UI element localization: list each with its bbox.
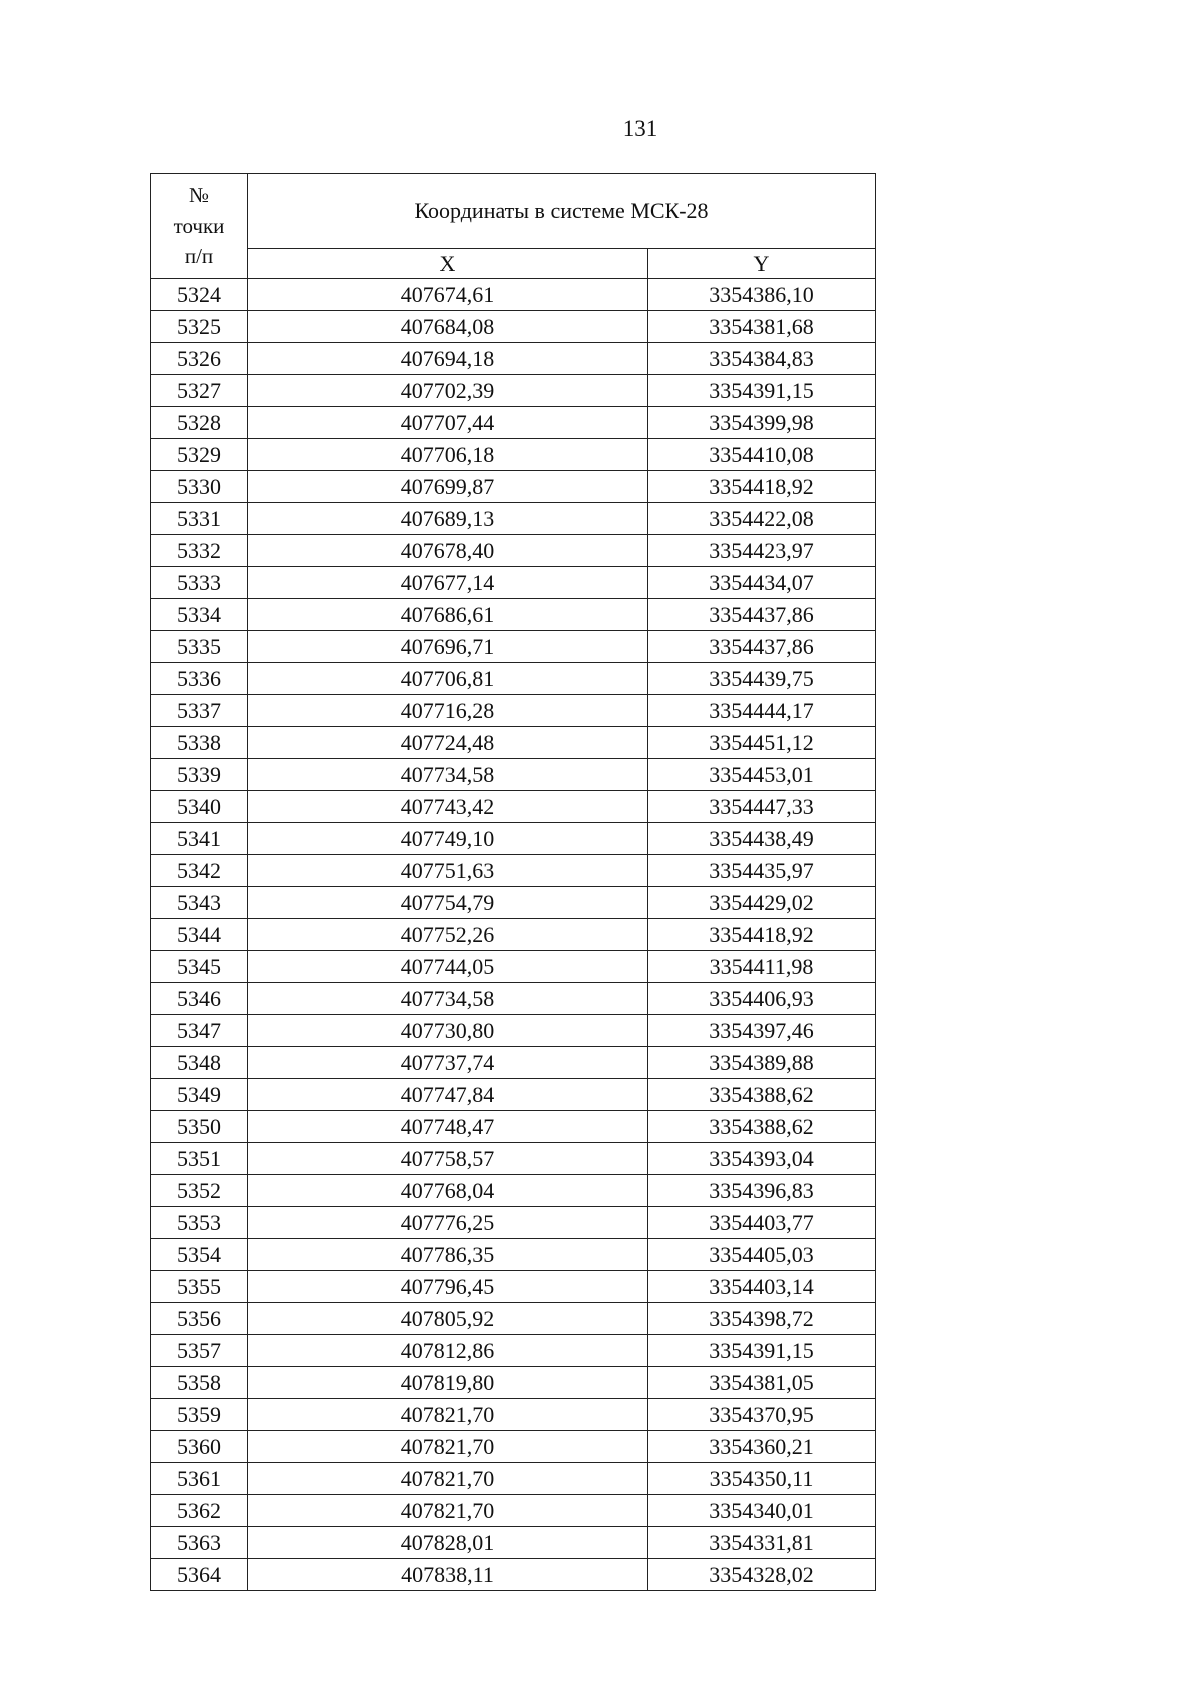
table-row — [151, 1207, 876, 1239]
x-coordinate-cell: 407737,74 — [248, 1047, 648, 1079]
table-row — [151, 1079, 876, 1111]
x-coordinate-cell: 407747,84 — [248, 1079, 648, 1111]
y-coordinate-cell: 3354439,75 — [648, 663, 876, 695]
point-number-cell: 5338 — [151, 727, 248, 759]
table-row — [151, 919, 876, 951]
point-number-cell: 5324 — [151, 279, 248, 311]
y-coordinate-cell: 3354384,83 — [648, 343, 876, 375]
y-coordinate-cell: 3354388,62 — [648, 1111, 876, 1143]
y-coordinate-cell: 3354391,15 — [648, 1335, 876, 1367]
y-coordinate-cell: 3354396,83 — [648, 1175, 876, 1207]
x-coordinate-cell: 407821,70 — [248, 1399, 648, 1431]
y-coordinate-cell: 3354437,86 — [648, 599, 876, 631]
y-coordinate-cell: 3354328,02 — [648, 1559, 876, 1591]
table-row — [151, 663, 876, 695]
table-row — [151, 1463, 876, 1495]
point-number-cell: 5346 — [151, 983, 248, 1015]
y-coordinate-cell: 3354406,93 — [648, 983, 876, 1015]
x-coordinate-cell: 407744,05 — [248, 951, 648, 983]
y-coordinate-cell: 3354418,92 — [648, 471, 876, 503]
point-number-cell: 5364 — [151, 1559, 248, 1591]
x-coordinate-cell: 407776,25 — [248, 1207, 648, 1239]
x-coordinate-cell: 407749,10 — [248, 823, 648, 855]
x-column-header: X — [248, 249, 648, 279]
table-row — [151, 1367, 876, 1399]
table-row — [151, 503, 876, 535]
x-coordinate-cell: 407805,92 — [248, 1303, 648, 1335]
x-coordinate-cell: 407684,08 — [248, 311, 648, 343]
y-coordinate-cell: 3354423,97 — [648, 535, 876, 567]
point-number-cell: 5352 — [151, 1175, 248, 1207]
point-number-cell: 5344 — [151, 919, 248, 951]
point-number-cell: 5341 — [151, 823, 248, 855]
x-coordinate-cell: 407838,11 — [248, 1559, 648, 1591]
table-row — [151, 471, 876, 503]
x-coordinate-cell: 407821,70 — [248, 1495, 648, 1527]
point-number-cell: 5353 — [151, 1207, 248, 1239]
point-number-cell: 5328 — [151, 407, 248, 439]
y-coordinate-cell: 3354393,04 — [648, 1143, 876, 1175]
point-number-cell: 5357 — [151, 1335, 248, 1367]
y-coordinate-cell: 3354398,72 — [648, 1303, 876, 1335]
table-row — [151, 1271, 876, 1303]
table-row — [151, 567, 876, 599]
point-number-cell: 5340 — [151, 791, 248, 823]
x-coordinate-cell: 407702,39 — [248, 375, 648, 407]
x-coordinate-cell: 407748,47 — [248, 1111, 648, 1143]
x-coordinate-cell: 407754,79 — [248, 887, 648, 919]
table-row — [151, 1047, 876, 1079]
x-coordinate-cell: 407821,70 — [248, 1431, 648, 1463]
point-number-cell: 5327 — [151, 375, 248, 407]
table-row — [151, 1399, 876, 1431]
point-number-cell: 5361 — [151, 1463, 248, 1495]
table-body — [151, 279, 876, 1591]
x-coordinate-cell: 407699,87 — [248, 471, 648, 503]
point-number-header-line2: точки — [173, 213, 225, 238]
table-row — [151, 631, 876, 663]
table-row — [151, 1335, 876, 1367]
point-number-cell: 5325 — [151, 311, 248, 343]
table-row — [151, 695, 876, 727]
y-coordinate-cell: 3354434,07 — [648, 567, 876, 599]
table-row — [151, 1111, 876, 1143]
x-coordinate-cell: 407758,57 — [248, 1143, 648, 1175]
point-number-cell: 5356 — [151, 1303, 248, 1335]
x-coordinate-cell: 407828,01 — [248, 1527, 648, 1559]
x-coordinate-cell: 407706,81 — [248, 663, 648, 695]
x-coordinate-cell: 407734,58 — [248, 759, 648, 791]
y-coordinate-cell: 3354422,08 — [648, 503, 876, 535]
x-coordinate-cell: 407694,18 — [248, 343, 648, 375]
x-coordinate-cell: 407678,40 — [248, 535, 648, 567]
coordinates-header: Координаты в системе МСК-28 — [248, 174, 876, 249]
y-coordinate-cell: 3354399,98 — [648, 407, 876, 439]
y-coordinate-cell: 3354429,02 — [648, 887, 876, 919]
table-row — [151, 791, 876, 823]
y-coordinate-cell: 3354391,15 — [648, 375, 876, 407]
point-number-cell: 5337 — [151, 695, 248, 727]
table-row — [151, 1015, 876, 1047]
y-coordinate-cell: 3354381,05 — [648, 1367, 876, 1399]
point-number-cell: 5342 — [151, 855, 248, 887]
y-coordinate-cell: 3354403,14 — [648, 1271, 876, 1303]
x-coordinate-cell: 407696,71 — [248, 631, 648, 663]
table-row — [151, 1527, 876, 1559]
point-number-cell: 5326 — [151, 343, 248, 375]
page-number: 131 — [622, 116, 658, 141]
point-number-cell: 5343 — [151, 887, 248, 919]
y-coordinate-cell: 3354451,12 — [648, 727, 876, 759]
y-coordinate-cell: 3354405,03 — [648, 1239, 876, 1271]
x-coordinate-cell: 407819,80 — [248, 1367, 648, 1399]
table-row — [151, 727, 876, 759]
coordinates-table — [150, 173, 876, 1591]
x-coordinate-cell: 407752,26 — [248, 919, 648, 951]
y-coordinate-cell: 3354444,17 — [648, 695, 876, 727]
table-row — [151, 375, 876, 407]
table-row — [151, 1303, 876, 1335]
y-coordinate-cell: 3354438,49 — [648, 823, 876, 855]
x-coordinate-cell: 407768,04 — [248, 1175, 648, 1207]
point-number-cell: 5345 — [151, 951, 248, 983]
table-row — [151, 279, 876, 311]
table-row — [151, 1431, 876, 1463]
table-row — [151, 311, 876, 343]
table-row — [151, 1495, 876, 1527]
table-row — [151, 535, 876, 567]
x-coordinate-cell: 407751,63 — [248, 855, 648, 887]
point-number-cell: 5336 — [151, 663, 248, 695]
table-row — [151, 439, 876, 471]
y-coordinate-cell: 3354403,77 — [648, 1207, 876, 1239]
x-coordinate-cell: 407689,13 — [248, 503, 648, 535]
y-coordinate-cell: 3354437,86 — [648, 631, 876, 663]
point-number-cell: 5331 — [151, 503, 248, 535]
y-coordinate-cell: 3354397,46 — [648, 1015, 876, 1047]
point-number-cell: 5358 — [151, 1367, 248, 1399]
x-coordinate-cell: 407724,48 — [248, 727, 648, 759]
y-coordinate-cell: 3354418,92 — [648, 919, 876, 951]
table-row — [151, 1559, 876, 1591]
table-row — [151, 407, 876, 439]
table-row — [151, 855, 876, 887]
table-row — [151, 823, 876, 855]
point-number-cell: 5335 — [151, 631, 248, 663]
point-number-cell: 5360 — [151, 1431, 248, 1463]
x-coordinate-cell: 407734,58 — [248, 983, 648, 1015]
y-coordinate-cell: 3354411,98 — [648, 951, 876, 983]
point-number-header — [151, 174, 248, 279]
x-coordinate-cell: 407786,35 — [248, 1239, 648, 1271]
point-number-cell: 5351 — [151, 1143, 248, 1175]
y-coordinate-cell: 3354331,81 — [648, 1527, 876, 1559]
point-number-cell: 5348 — [151, 1047, 248, 1079]
y-coordinate-cell: 3354370,95 — [648, 1399, 876, 1431]
y-coordinate-cell: 3354350,11 — [648, 1463, 876, 1495]
point-number-cell: 5347 — [151, 1015, 248, 1047]
point-number-cell: 5333 — [151, 567, 248, 599]
x-coordinate-cell: 407677,14 — [248, 567, 648, 599]
x-coordinate-cell: 407812,86 — [248, 1335, 648, 1367]
y-coordinate-cell: 3354386,10 — [648, 279, 876, 311]
table-row — [151, 1239, 876, 1271]
y-coordinate-cell: 3354381,68 — [648, 311, 876, 343]
point-number-cell: 5332 — [151, 535, 248, 567]
point-number-cell: 5363 — [151, 1527, 248, 1559]
x-coordinate-cell: 407674,61 — [248, 279, 648, 311]
point-number-cell: 5330 — [151, 471, 248, 503]
x-coordinate-cell: 407743,42 — [248, 791, 648, 823]
table-row — [151, 887, 876, 919]
y-coordinate-cell: 3354360,21 — [648, 1431, 876, 1463]
point-number-cell: 5334 — [151, 599, 248, 631]
point-number-header-line3: п/п — [184, 244, 214, 269]
table-row — [151, 759, 876, 791]
x-coordinate-cell: 407686,61 — [248, 599, 648, 631]
table-row — [151, 1143, 876, 1175]
table-row — [151, 983, 876, 1015]
y-coordinate-cell: 3354453,01 — [648, 759, 876, 791]
table-row — [151, 1175, 876, 1207]
point-number-cell: 5339 — [151, 759, 248, 791]
y-column-header: Y — [648, 249, 876, 279]
point-number-header-line1: № — [188, 183, 210, 208]
x-coordinate-cell: 407796,45 — [248, 1271, 648, 1303]
y-coordinate-cell: 3354447,33 — [648, 791, 876, 823]
table-row — [151, 343, 876, 375]
y-coordinate-cell: 3354340,01 — [648, 1495, 876, 1527]
x-coordinate-cell: 407716,28 — [248, 695, 648, 727]
y-coordinate-cell: 3354410,08 — [648, 439, 876, 471]
point-number-cell: 5355 — [151, 1271, 248, 1303]
y-coordinate-cell: 3354435,97 — [648, 855, 876, 887]
y-coordinate-cell: 3354388,62 — [648, 1079, 876, 1111]
point-number-cell: 5350 — [151, 1111, 248, 1143]
x-coordinate-cell: 407706,18 — [248, 439, 648, 471]
table-row — [151, 951, 876, 983]
point-number-cell: 5359 — [151, 1399, 248, 1431]
table-header — [151, 174, 876, 279]
point-number-cell: 5349 — [151, 1079, 248, 1111]
coordinates-table-container — [150, 173, 875, 1591]
x-coordinate-cell: 407730,80 — [248, 1015, 648, 1047]
point-number-cell: 5329 — [151, 439, 248, 471]
y-coordinate-cell: 3354389,88 — [648, 1047, 876, 1079]
x-coordinate-cell: 407707,44 — [248, 407, 648, 439]
x-coordinate-cell: 407821,70 — [248, 1463, 648, 1495]
point-number-cell: 5354 — [151, 1239, 248, 1271]
point-number-cell: 5362 — [151, 1495, 248, 1527]
table-row — [151, 599, 876, 631]
